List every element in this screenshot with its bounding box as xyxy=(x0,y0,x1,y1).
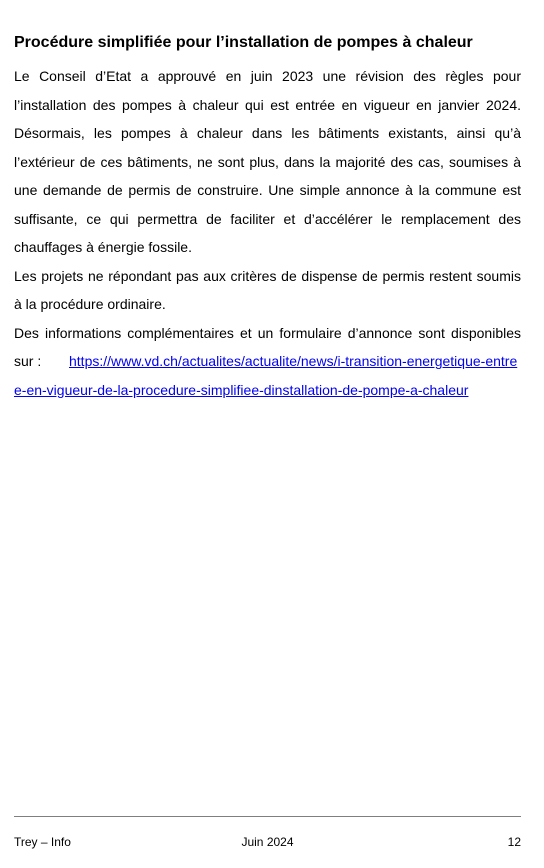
document-body xyxy=(14,62,521,404)
footer-publication: Trey – Info xyxy=(14,835,71,849)
document-title: Procédure simplifiée pour l’installation de pompes à chaleur xyxy=(14,34,473,51)
footer-page-number: 12 xyxy=(507,835,521,849)
page-footer xyxy=(14,832,521,852)
document-page xyxy=(14,0,521,868)
footer-divider xyxy=(14,816,521,817)
paragraph-more-info: Des informations complémentaires et un formulaire d’annonce sont disponibles xyxy=(14,324,521,341)
footer-date: Juin 2024 xyxy=(241,835,294,849)
paragraph-heat-pump-rules: Le Conseil d’Etat a approuvé en juin 2023 une révision des règles pour l’installation des pompes à chaleur qui est entrée en vigueur en janvier 2024. Désormais, les pompes à chaleur dans les bâtiments existants, ainsi qu’à l’extérieur de ces bâtiments, ne sont plus, dans la majorité des cas, soumises à une demande de permis de construire. Une simple annonce à la commune est suffisante, ce qui permettra de faciliter et d’accélérer le remplacement des chauffages à énergie fossile. xyxy=(14,68,521,255)
paragraph-ordinary-procedure: Les projets ne répondant pas aux critères de dispense de permis restent soumis à la procédure ordinaire. xyxy=(14,267,521,312)
link-paragraph xyxy=(14,347,521,404)
link-prefix: sur : xyxy=(14,353,42,369)
info-link[interactable]: https://www.vd.ch/actualites/actualite/news/i-transition-energetique-entree-en-vigueur-de-la-procedure-simplifiee-dinstallation-de-pompe-a-chaleur xyxy=(14,353,518,398)
